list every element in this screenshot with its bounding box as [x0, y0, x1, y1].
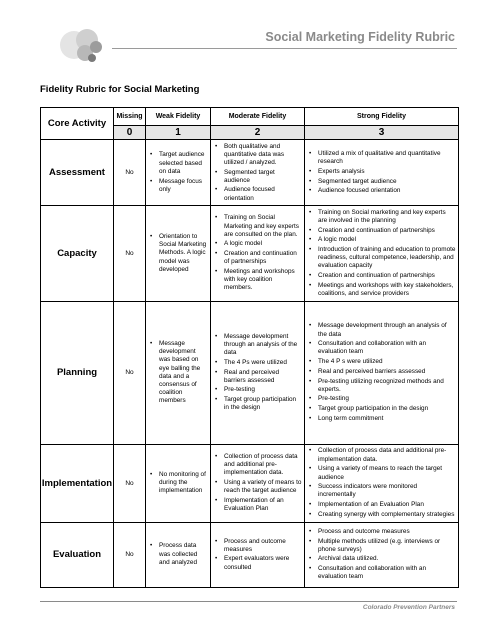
criterion-item: • Archival data utilized.	[307, 555, 456, 563]
criterion-item: • The 4 Ps were utilized	[213, 359, 302, 367]
criterion-item: • Training on Social Marketing and key experts are consulted on the plan.	[213, 214, 302, 239]
partners-logo	[52, 18, 112, 70]
score-1: 1	[146, 126, 211, 140]
weak-criteria-list	[148, 471, 208, 496]
rubric-row-planning	[41, 301, 459, 444]
criterion-item: • Using a variety of means to reach the target audience	[307, 465, 456, 481]
criterion-item: • Collection of process data and additional pre-implementation data.	[307, 447, 456, 463]
criterion-item: • Implementation of an Evaluation Plan	[307, 501, 456, 509]
rubric-row-evaluation	[41, 522, 459, 587]
criterion-item: • Consultation and collaboration with an evaluation team	[307, 565, 456, 581]
header-divider	[112, 48, 457, 49]
criterion-item: • Training on Social marketing and key experts are involved in the planning	[307, 209, 456, 225]
core-activity-label: Implementation	[41, 444, 114, 522]
weak-fidelity-cell	[146, 206, 211, 301]
weak-criteria-list	[148, 233, 208, 274]
weak-criteria-list	[148, 151, 208, 193]
missing-value: No	[114, 301, 146, 444]
rubric-row-capacity	[41, 206, 459, 301]
criterion-item: • Utilized a mix of qualitative and quantitative research	[307, 150, 456, 166]
criterion-item: • Real and perceived barriers assessed	[213, 369, 302, 385]
footer-divider	[40, 601, 457, 602]
criterion-item: • Orientation to Social Marketing Methods. A logic model was developed	[148, 233, 208, 274]
criterion-item: • Message development through an analysis of the data	[307, 322, 456, 338]
criterion-item: • Both qualitative and quantitative data was utilized / analyzed.	[213, 143, 302, 168]
weak-fidelity-header: Weak Fidelity	[146, 108, 211, 126]
moderate-fidelity-cell	[211, 522, 305, 587]
moderate-criteria-list	[213, 453, 302, 513]
criterion-item: • Collection of process data and additional pre-implementation data.	[213, 453, 302, 478]
criterion-item: • Message development was based on eye balling the data and a consensus of coalition members	[148, 340, 208, 406]
criterion-item: • Audience focused orientation	[213, 186, 302, 202]
criterion-item: • Introduction of training and education to promote readiness, cultural competence, leadership, and evaluation capacity	[307, 246, 456, 271]
missing-value: No	[114, 206, 146, 301]
strong-fidelity-cell	[305, 301, 459, 444]
moderate-fidelity-cell	[211, 444, 305, 522]
strong-fidelity-cell	[305, 206, 459, 301]
strong-criteria-list	[307, 528, 456, 582]
criterion-item: • Audience focused orientation	[307, 187, 456, 195]
score-2: 2	[211, 126, 305, 140]
criterion-item: • No monitoring of during the implementation	[148, 471, 208, 496]
core-activity-label: Capacity	[41, 206, 114, 301]
criterion-item: • Multiple methods utilized (e.g. interviews or phone surveys)	[307, 538, 456, 554]
criterion-item: • The 4 P s were utilized	[307, 358, 456, 366]
weak-fidelity-cell	[146, 522, 211, 587]
strong-fidelity-cell	[305, 140, 459, 206]
core-activity-label: Planning	[41, 301, 114, 444]
moderate-fidelity-cell	[211, 140, 305, 206]
criterion-item: • Meetings and workshops with key coalition members.	[213, 268, 302, 293]
weak-criteria-list	[148, 542, 208, 567]
moderate-criteria-list	[213, 143, 302, 203]
score-0: 0	[114, 126, 146, 140]
strong-criteria-list	[307, 209, 456, 298]
criterion-item: • Message development through an analysis of the data	[213, 333, 302, 358]
criterion-item: • Implementation of an Evaluation Plan	[213, 497, 302, 513]
score-3: 3	[305, 126, 459, 140]
criterion-item: • Creation and continuation of partnerships	[307, 272, 456, 280]
criterion-item: • Process data was collected and analyzed	[148, 542, 208, 567]
weak-fidelity-cell	[146, 140, 211, 206]
core-activity-header: Core Activity	[41, 108, 114, 140]
criterion-item: • Pre-testing	[307, 395, 456, 403]
criterion-item: • Pre-testing utilizing recognized methods and experts.	[307, 378, 456, 394]
criterion-item: • Creation and continuation of partnerships	[213, 250, 302, 266]
strong-fidelity-cell	[305, 444, 459, 522]
rubric-title: Fidelity Rubric for Social Marketing	[40, 84, 200, 95]
weak-fidelity-cell	[146, 301, 211, 444]
core-activity-label: Evaluation	[41, 522, 114, 587]
moderate-criteria-list	[213, 214, 302, 292]
criterion-item: • A logic model	[213, 240, 302, 248]
criterion-item: • Segmented target audience	[213, 169, 302, 185]
rubric-body	[41, 140, 459, 588]
weak-criteria-list	[148, 340, 208, 406]
moderate-criteria-list	[213, 333, 302, 413]
rubric-row-implementation	[41, 444, 459, 522]
criterion-item: • Long term commitment	[307, 415, 456, 423]
criterion-item: • Consultation and collaboration with an evaluation team	[307, 340, 456, 356]
rubric-row-assessment	[41, 140, 459, 206]
strong-fidelity-cell	[305, 522, 459, 587]
footer-text: Colorado Prevention Partners	[362, 604, 455, 611]
criterion-item: • Pre-testing	[213, 386, 302, 394]
criterion-item: • Success indicators were monitored incrementally	[307, 483, 456, 499]
criterion-item: • Target group participation in the design	[213, 396, 302, 412]
criterion-item: • Message focus only	[148, 178, 208, 194]
criterion-item: • Process and outcome measures	[213, 538, 302, 554]
criterion-item: • Expert evaluators were consulted	[213, 555, 302, 571]
moderate-fidelity-cell	[211, 301, 305, 444]
criterion-item: • Creation and continuation of partnerships	[307, 227, 456, 235]
moderate-fidelity-header: Moderate Fidelity	[211, 108, 305, 126]
moderate-fidelity-cell	[211, 206, 305, 301]
column-header-row	[41, 108, 459, 126]
criterion-item: • Target group participation in the design	[307, 405, 456, 413]
moderate-criteria-list	[213, 538, 302, 572]
criterion-item: • Real and perceived barriers assessed	[307, 368, 456, 376]
criterion-item: • Using a variety of means to reach the target audience	[213, 479, 302, 495]
criterion-item: • A logic model	[307, 236, 456, 244]
criterion-item: • Experts analysis	[307, 168, 456, 176]
strong-criteria-list	[307, 322, 456, 423]
criterion-item: • Target audience selected based on data	[148, 151, 208, 176]
strong-criteria-list	[307, 150, 456, 195]
criterion-item: • Segmented target audience	[307, 178, 456, 186]
document-header-title: Social Marketing Fidelity Rubric	[265, 30, 455, 44]
criterion-item: • Process and outcome measures	[307, 528, 456, 536]
criterion-item: • Creating synergy with complementary strategies	[307, 511, 456, 519]
fidelity-rubric-table	[40, 107, 459, 588]
missing-value: No	[114, 140, 146, 206]
strong-criteria-list	[307, 447, 456, 519]
weak-fidelity-cell	[146, 444, 211, 522]
missing-value: No	[114, 444, 146, 522]
core-activity-label: Assessment	[41, 140, 114, 206]
criterion-item: • Meetings and workshops with key stakeholders, coalitions, and service providers	[307, 282, 456, 298]
missing-header: Missing	[114, 108, 146, 126]
strong-fidelity-header: Strong Fidelity	[305, 108, 459, 126]
missing-value: No	[114, 522, 146, 587]
